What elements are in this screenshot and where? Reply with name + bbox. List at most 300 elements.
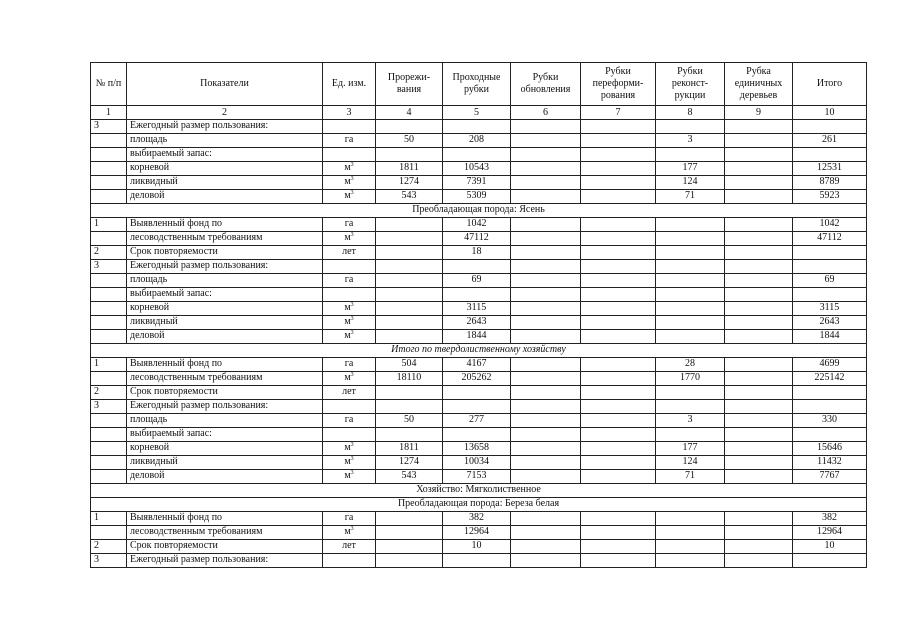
col-number: 7 — [581, 106, 656, 120]
col-number: 8 — [656, 106, 725, 120]
unit-cell — [323, 260, 376, 274]
unit-text: м — [344, 316, 351, 328]
value-cell — [511, 428, 581, 442]
unit-cell — [323, 176, 376, 190]
indicator-label: Выявленный фонд по — [127, 358, 323, 372]
unit-cell — [323, 554, 376, 568]
table-row — [91, 302, 867, 316]
value-cell: 3 — [656, 414, 725, 428]
value-cell: 1844 — [443, 330, 511, 344]
unit-text: лет — [342, 246, 356, 258]
table-row — [91, 316, 867, 330]
row-number — [91, 330, 127, 344]
value-cell — [793, 246, 867, 260]
value-cell — [376, 260, 443, 274]
section-title: Преобладающая порода: Ясень — [91, 204, 867, 218]
table-row — [91, 414, 867, 428]
value-cell — [443, 554, 511, 568]
value-cell — [511, 232, 581, 246]
value-cell — [725, 400, 793, 414]
indicator-label: выбираемый запас: — [127, 428, 323, 442]
row-number — [91, 526, 127, 540]
cubic-superscript: 3 — [350, 232, 354, 239]
value-cell — [656, 260, 725, 274]
value-cell: 8789 — [793, 176, 867, 190]
indicator-label: Срок повторяемости — [127, 386, 323, 400]
indicator-label: Ежегодный размер пользования: — [127, 120, 323, 134]
section-row — [91, 498, 867, 512]
table-row — [91, 540, 867, 554]
indicator-label: корневой — [127, 162, 323, 176]
header-row — [91, 63, 867, 106]
header-no: № п/п — [91, 63, 127, 106]
value-cell — [511, 372, 581, 386]
value-cell — [511, 190, 581, 204]
indicator-label: лесоводственным требованиям — [127, 372, 323, 386]
value-cell — [725, 302, 793, 316]
value-cell: 1274 — [376, 456, 443, 470]
unit-cell — [323, 540, 376, 554]
value-cell — [725, 372, 793, 386]
value-cell — [581, 218, 656, 232]
value-cell — [725, 260, 793, 274]
value-cell: 18110 — [376, 372, 443, 386]
value-cell: 28 — [656, 358, 725, 372]
unit-cell — [323, 288, 376, 302]
row-number — [91, 274, 127, 288]
value-cell — [793, 120, 867, 134]
value-cell: 5923 — [793, 190, 867, 204]
table-row — [91, 456, 867, 470]
value-cell — [511, 330, 581, 344]
section-title: Преобладающая порода: Береза белая — [91, 498, 867, 512]
value-cell: 10034 — [443, 456, 511, 470]
value-cell — [511, 260, 581, 274]
value-cell — [656, 330, 725, 344]
cubic-superscript: 3 — [350, 456, 354, 463]
value-cell — [581, 554, 656, 568]
value-cell — [793, 400, 867, 414]
value-cell: 2643 — [443, 316, 511, 330]
cubic-superscript: 3 — [350, 162, 354, 169]
unit-cell — [323, 330, 376, 344]
unit-cell — [323, 386, 376, 400]
row-number — [91, 176, 127, 190]
unit-cell — [323, 526, 376, 540]
indicator-label: Срок повторяемости — [127, 540, 323, 554]
value-cell: 10543 — [443, 162, 511, 176]
header-reform: Рубки переформи-рования — [581, 63, 656, 106]
value-cell — [443, 386, 511, 400]
unit-cell — [323, 232, 376, 246]
indicator-label: площадь — [127, 274, 323, 288]
row-number — [91, 190, 127, 204]
value-cell: 1844 — [793, 330, 867, 344]
value-cell: 15646 — [793, 442, 867, 456]
unit-cell — [323, 148, 376, 162]
value-cell — [376, 288, 443, 302]
unit-cell — [323, 162, 376, 176]
value-cell — [725, 316, 793, 330]
value-cell — [793, 386, 867, 400]
value-cell — [725, 456, 793, 470]
value-cell — [656, 302, 725, 316]
unit-text: м — [344, 442, 351, 454]
table-row — [91, 176, 867, 190]
row-number — [91, 302, 127, 316]
row-number — [91, 372, 127, 386]
indicator-label: деловой — [127, 190, 323, 204]
col-number: 5 — [443, 106, 511, 120]
indicator-label: лесоводственным требованиям — [127, 526, 323, 540]
header-unit: Ед. изм. — [323, 63, 376, 106]
value-cell — [511, 400, 581, 414]
value-cell — [443, 400, 511, 414]
table-row — [91, 526, 867, 540]
row-number: 1 — [91, 358, 127, 372]
value-cell: 382 — [443, 512, 511, 526]
value-cell — [725, 330, 793, 344]
value-cell: 124 — [656, 176, 725, 190]
value-cell — [376, 302, 443, 316]
cubic-superscript: 3 — [350, 526, 354, 533]
indicator-label: выбираемый запас: — [127, 148, 323, 162]
col-number: 3 — [323, 106, 376, 120]
value-cell — [581, 232, 656, 246]
value-cell — [725, 120, 793, 134]
value-cell — [656, 148, 725, 162]
unit-cell — [323, 302, 376, 316]
row-number — [91, 456, 127, 470]
value-cell — [725, 162, 793, 176]
indicator-label: Выявленный фонд по — [127, 512, 323, 526]
value-cell: 225142 — [793, 372, 867, 386]
indicator-label: площадь — [127, 134, 323, 148]
table-row — [91, 386, 867, 400]
value-cell — [511, 470, 581, 484]
value-cell — [581, 526, 656, 540]
value-cell — [511, 540, 581, 554]
value-cell — [793, 288, 867, 302]
unit-cell — [323, 190, 376, 204]
value-cell — [725, 540, 793, 554]
value-cell — [443, 260, 511, 274]
table-row — [91, 134, 867, 148]
value-cell — [443, 288, 511, 302]
unit-text: м — [344, 162, 351, 174]
value-cell — [376, 512, 443, 526]
value-cell — [725, 442, 793, 456]
table-row — [91, 372, 867, 386]
value-cell — [443, 148, 511, 162]
value-cell: 261 — [793, 134, 867, 148]
unit-cell — [323, 470, 376, 484]
value-cell — [511, 218, 581, 232]
unit-text: м — [344, 456, 351, 468]
row-number — [91, 148, 127, 162]
value-cell — [511, 134, 581, 148]
row-number — [91, 414, 127, 428]
unit-text: м — [344, 330, 351, 342]
unit-cell — [323, 218, 376, 232]
value-cell — [793, 428, 867, 442]
value-cell: 208 — [443, 134, 511, 148]
value-cell — [725, 358, 793, 372]
row-number: 1 — [91, 512, 127, 526]
value-cell — [581, 162, 656, 176]
row-number: 2 — [91, 386, 127, 400]
row-number: 3 — [91, 120, 127, 134]
value-cell — [656, 526, 725, 540]
table-row — [91, 246, 867, 260]
forestry-table — [90, 62, 867, 568]
unit-cell — [323, 246, 376, 260]
cubic-superscript: 3 — [350, 372, 354, 379]
unit-cell — [323, 442, 376, 456]
table-row — [91, 470, 867, 484]
value-cell — [656, 232, 725, 246]
value-cell: 12964 — [793, 526, 867, 540]
value-cell — [376, 540, 443, 554]
value-cell: 50 — [376, 134, 443, 148]
value-cell: 177 — [656, 442, 725, 456]
value-cell — [725, 414, 793, 428]
row-number — [91, 470, 127, 484]
cubic-superscript: 3 — [350, 190, 354, 197]
table-row — [91, 442, 867, 456]
value-cell: 47112 — [443, 232, 511, 246]
value-cell: 543 — [376, 470, 443, 484]
indicator-label: ликвидный — [127, 316, 323, 330]
indicator-label: лесоводственным требованиям — [127, 232, 323, 246]
table-row — [91, 400, 867, 414]
value-cell: 12964 — [443, 526, 511, 540]
value-cell: 1042 — [443, 218, 511, 232]
value-cell — [581, 400, 656, 414]
table-row — [91, 260, 867, 274]
value-cell — [581, 190, 656, 204]
value-cell — [376, 386, 443, 400]
value-cell: 12531 — [793, 162, 867, 176]
value-cell — [656, 400, 725, 414]
value-cell — [581, 540, 656, 554]
value-cell — [581, 442, 656, 456]
row-number: 2 — [91, 246, 127, 260]
header-passage: Проходные рубки — [443, 63, 511, 106]
value-cell — [581, 428, 656, 442]
indicator-label: корневой — [127, 442, 323, 456]
value-cell — [581, 358, 656, 372]
value-cell — [376, 330, 443, 344]
section-title: Итого по твердолиственному хозяйству — [91, 344, 867, 358]
col-number: 2 — [127, 106, 323, 120]
unit-text: м — [344, 190, 351, 202]
value-cell — [443, 428, 511, 442]
unit-text: га — [344, 512, 354, 524]
value-cell — [511, 148, 581, 162]
value-cell — [581, 414, 656, 428]
indicator-label: выбираемый запас: — [127, 288, 323, 302]
table-row — [91, 148, 867, 162]
value-cell — [725, 386, 793, 400]
indicator-label: Срок повторяемости — [127, 246, 323, 260]
col-number: 1 — [91, 106, 127, 120]
cubic-superscript: 3 — [350, 330, 354, 337]
section-title: Хозяйство: Мягколиственное — [91, 484, 867, 498]
value-cell: 382 — [793, 512, 867, 526]
value-cell: 7391 — [443, 176, 511, 190]
row-number: 3 — [91, 400, 127, 414]
unit-text: лет — [342, 540, 356, 552]
value-cell — [581, 176, 656, 190]
value-cell — [725, 554, 793, 568]
table-row — [91, 428, 867, 442]
row-number: 3 — [91, 260, 127, 274]
indicator-label: ликвидный — [127, 456, 323, 470]
cubic-superscript: 3 — [350, 470, 354, 477]
value-cell: 1274 — [376, 176, 443, 190]
header-renewal: Рубки обновления — [511, 63, 581, 106]
unit-cell — [323, 274, 376, 288]
value-cell: 1770 — [656, 372, 725, 386]
value-cell — [511, 386, 581, 400]
unit-cell — [323, 372, 376, 386]
value-cell — [511, 288, 581, 302]
column-number-row — [91, 106, 867, 120]
value-cell: 504 — [376, 358, 443, 372]
value-cell: 3115 — [793, 302, 867, 316]
value-cell — [656, 274, 725, 288]
unit-cell — [323, 134, 376, 148]
unit-text: м — [344, 526, 351, 538]
value-cell — [376, 316, 443, 330]
value-cell — [581, 372, 656, 386]
unit-cell — [323, 456, 376, 470]
value-cell — [581, 470, 656, 484]
value-cell: 2643 — [793, 316, 867, 330]
row-number — [91, 232, 127, 246]
value-cell — [581, 246, 656, 260]
value-cell: 1811 — [376, 162, 443, 176]
table-row — [91, 274, 867, 288]
value-cell — [656, 512, 725, 526]
value-cell — [376, 554, 443, 568]
value-cell — [511, 162, 581, 176]
table-row — [91, 232, 867, 246]
row-number — [91, 428, 127, 442]
indicator-label: деловой — [127, 330, 323, 344]
indicator-label: деловой — [127, 470, 323, 484]
value-cell — [511, 246, 581, 260]
value-cell — [725, 526, 793, 540]
table-row — [91, 512, 867, 526]
value-cell — [511, 456, 581, 470]
value-cell: 1811 — [376, 442, 443, 456]
value-cell — [443, 120, 511, 134]
table-row — [91, 190, 867, 204]
value-cell — [376, 232, 443, 246]
value-cell — [581, 288, 656, 302]
value-cell — [376, 428, 443, 442]
row-number: 1 — [91, 218, 127, 232]
value-cell: 47112 — [793, 232, 867, 246]
value-cell: 10 — [443, 540, 511, 554]
value-cell — [793, 260, 867, 274]
value-cell — [511, 274, 581, 288]
value-cell — [725, 470, 793, 484]
value-cell: 205262 — [443, 372, 511, 386]
cubic-superscript: 3 — [350, 316, 354, 323]
value-cell — [725, 512, 793, 526]
value-cell — [511, 358, 581, 372]
value-cell: 543 — [376, 190, 443, 204]
table-row — [91, 218, 867, 232]
table-row — [91, 120, 867, 134]
value-cell: 5309 — [443, 190, 511, 204]
value-cell: 71 — [656, 190, 725, 204]
value-cell: 1042 — [793, 218, 867, 232]
value-cell — [376, 148, 443, 162]
value-cell — [376, 274, 443, 288]
value-cell — [725, 246, 793, 260]
unit-text: га — [344, 358, 354, 370]
value-cell — [725, 232, 793, 246]
value-cell: 10 — [793, 540, 867, 554]
value-cell: 4699 — [793, 358, 867, 372]
value-cell: 4167 — [443, 358, 511, 372]
cubic-superscript: 3 — [350, 302, 354, 309]
value-cell — [511, 442, 581, 456]
col-number: 10 — [793, 106, 867, 120]
value-cell — [581, 148, 656, 162]
value-cell — [725, 134, 793, 148]
unit-text: м — [344, 176, 351, 188]
value-cell: 50 — [376, 414, 443, 428]
value-cell — [725, 176, 793, 190]
value-cell — [725, 274, 793, 288]
unit-text: м — [344, 470, 351, 482]
value-cell — [511, 176, 581, 190]
value-cell — [793, 554, 867, 568]
section-row — [91, 484, 867, 498]
value-cell — [581, 316, 656, 330]
value-cell: 277 — [443, 414, 511, 428]
header-single: Рубка единичных деревьев — [725, 63, 793, 106]
value-cell — [376, 526, 443, 540]
value-cell — [581, 386, 656, 400]
table-row — [91, 330, 867, 344]
unit-text: м — [344, 302, 351, 314]
indicator-label: корневой — [127, 302, 323, 316]
unit-text: га — [344, 134, 354, 146]
unit-text: га — [344, 274, 354, 286]
value-cell — [656, 428, 725, 442]
value-cell — [656, 218, 725, 232]
header-reconstr: Рубки реконст-рукции — [656, 63, 725, 106]
value-cell: 18 — [443, 246, 511, 260]
header-indicators: Показатели — [127, 63, 323, 106]
value-cell — [581, 274, 656, 288]
unit-text: м — [344, 232, 351, 244]
table-row — [91, 162, 867, 176]
value-cell: 177 — [656, 162, 725, 176]
col-number: 6 — [511, 106, 581, 120]
value-cell: 69 — [443, 274, 511, 288]
value-cell — [511, 554, 581, 568]
unit-cell — [323, 414, 376, 428]
value-cell — [511, 316, 581, 330]
col-number: 9 — [725, 106, 793, 120]
